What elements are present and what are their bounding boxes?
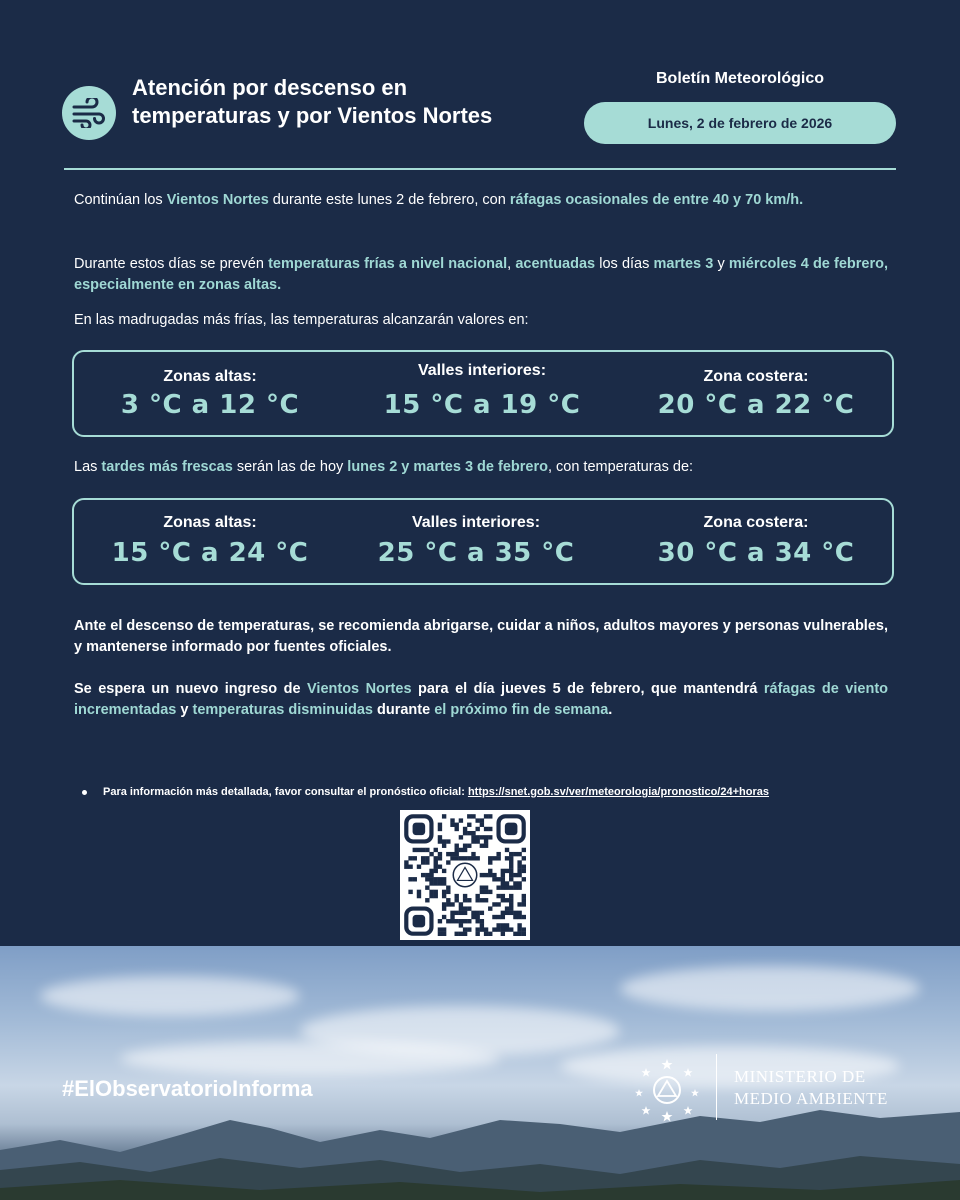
page-title: Atención por descenso en temperaturas y por Vientos Nortes	[132, 75, 493, 128]
temperature-range: 30 °C a 34 °C	[657, 538, 855, 568]
zone-label: Valles interiores:	[417, 362, 547, 379]
afternoon-zone-valleys	[340, 500, 612, 568]
wind-icon	[62, 86, 116, 140]
intro-paragraph-2: Durante estos días se prevén temperaturas frías a nivel nacional, acentuadas los días martes 3 y miércoles 4 de febrero, especialmente en zonas altas.	[74, 256, 888, 293]
intro-paragraph-1: Continúan los Vientos Nortes durante este lunes 2 de febrero, con ráfagas ocasionales de entre 40 y 70 km/h.	[74, 192, 804, 208]
bulletin-header	[0, 0, 960, 170]
recommendation-paragraph: Ante el descenso de temperaturas, se recomienda abrigarse, cuidar a niños, adultos mayores y personas vulnerables, y mantenerse informado por fuentes oficiales.	[74, 618, 888, 655]
temperature-range: 25 °C a 35 °C	[377, 538, 575, 568]
bullet-icon	[82, 790, 87, 795]
temperature-range: 20 °C a 22 °C	[657, 390, 855, 420]
national-coat-of-arms-icon	[634, 1056, 700, 1122]
intro-paragraph-3: En las madrugadas más frías, las temperaturas alcanzarán valores en:	[74, 312, 529, 328]
dawn-zone-high	[74, 352, 346, 420]
temperature-range: 3 °C a 12 °C	[120, 390, 300, 420]
hashtag: #ElObservatorioInforma	[62, 1076, 313, 1101]
date-badge: Lunes, 2 de febrero de 2026	[584, 102, 896, 144]
zone-label: Zonas altas:	[163, 514, 257, 531]
info-note: Para información más detallada, favor consultar el pronóstico oficial: https://snet.gob.sv/ver/meteorologia/pronostico/24+horas	[82, 786, 902, 798]
temperature-range: 15 °C a 24 °C	[111, 538, 309, 568]
dawn-zone-coast	[620, 352, 892, 420]
zone-label: Valles interiores:	[411, 514, 541, 531]
dawn-temperatures-box	[72, 350, 894, 437]
zone-label: Zona costera:	[703, 368, 809, 385]
qr-code[interactable]	[400, 810, 530, 940]
afternoon-zone-high	[74, 500, 346, 568]
header-divider	[64, 168, 896, 170]
afternoon-temperatures-box	[72, 498, 894, 585]
bulletin-label: Boletín Meteorológico	[656, 70, 824, 87]
footer-divider	[716, 1054, 717, 1120]
afternoon-intro: Las tardes más frescas serán las de hoy lunes 2 y martes 3 de febrero, con temperaturas de:	[74, 459, 694, 475]
ministry-logo-text: MINISTERIO DE MEDIO AMBIENTE	[734, 1067, 888, 1108]
afternoon-zone-coast	[620, 500, 892, 568]
zone-label: Zonas altas:	[163, 368, 257, 385]
zone-label: Zona costera:	[703, 514, 809, 531]
forecast-paragraph: Se espera un nuevo ingreso de Vientos Nortes para el día jueves 5 de febrero, que mantendrá ráfagas de viento incrementadas y temperaturas disminuidas durante el próximo fin de semana.	[74, 681, 889, 718]
forecast-link[interactable]: https://snet.gob.sv/ver/meteorologia/pronostico/24+horas	[467, 786, 769, 798]
dawn-zone-valleys	[346, 352, 618, 420]
temperature-range: 15 °C a 19 °C	[383, 390, 581, 420]
